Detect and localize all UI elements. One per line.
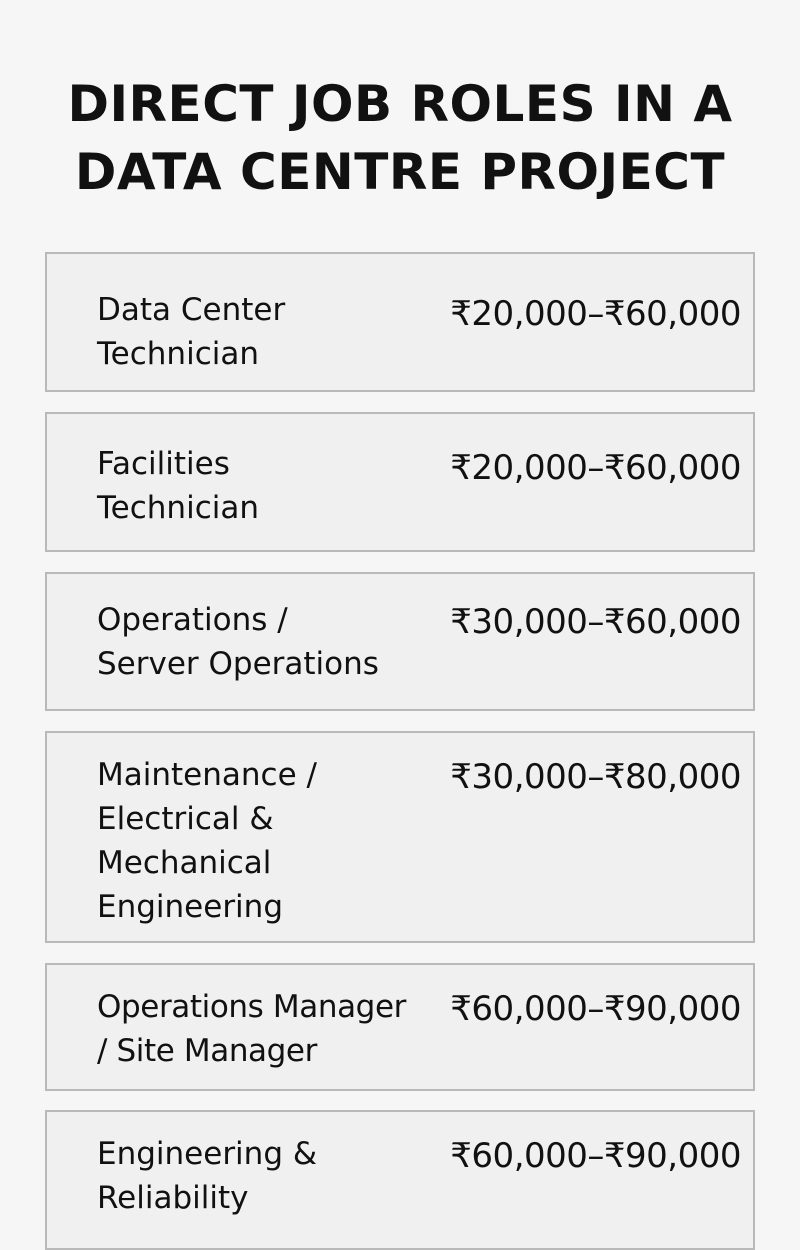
role-name: Facilities Technician — [97, 446, 259, 526]
title-line-1: DIRECT JOB ROLES IN A — [67, 75, 733, 133]
role-card-operations-manager — [45, 963, 755, 1091]
role-card-data-center-technician — [45, 252, 755, 392]
role-card-engineering-reliability — [45, 1110, 755, 1250]
role-name: Data Center Technician — [97, 292, 286, 372]
role-name: Operations / Server Operations — [97, 602, 379, 682]
title-line-2: DATA CENTRE PROJECT — [74, 143, 726, 201]
salary-range: ₹20,000–₹60,000 — [450, 294, 741, 334]
page-title — [0, 70, 800, 206]
role-card-maintenance — [45, 731, 755, 943]
salary-range: ₹30,000–₹60,000 — [450, 602, 741, 642]
salary-range: ₹20,000–₹60,000 — [450, 448, 741, 488]
salary-range: ₹30,000–₹80,000 — [450, 757, 741, 797]
role-name: Engineering & Reliability — [97, 1136, 318, 1216]
salary-range: ₹60,000–₹90,000 — [450, 1136, 741, 1176]
role-name: Operations Manager / Site Manager — [97, 989, 406, 1069]
role-card-facilities-technician — [45, 412, 755, 552]
role-name: Maintenance / Electrical & Mechanical Engineering — [97, 757, 317, 925]
salary-range: ₹60,000–₹90,000 — [450, 989, 741, 1029]
role-card-operations — [45, 572, 755, 711]
